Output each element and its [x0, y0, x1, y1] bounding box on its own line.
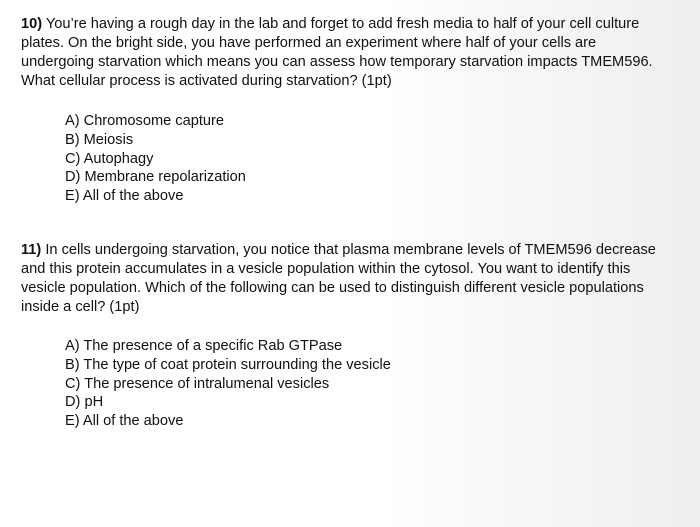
- answer-option: A) Chromosome capture: [65, 113, 224, 129]
- question-11-options: [65, 337, 391, 431]
- answer-option: E) All of the above: [65, 188, 184, 205]
- answer-option: C) Autophagy: [65, 150, 154, 167]
- question-10: [21, 15, 661, 205]
- question-10-options: [65, 112, 246, 206]
- question-11-text: In cells undergoing starvation, you notice that plasma membrane levels of TMEM596 decrease and this protein accumulates in a vesicle population within the cytosol. You want to identify this vesicle population. Which of the following can be used to distinguish different vesicle populations inside a cell? (1pt): [21, 242, 656, 315]
- question-11-stem: [21, 241, 661, 317]
- answer-option: B) The type of coat protein surrounding the vesicle: [65, 356, 391, 373]
- answer-option: D) pH: [65, 394, 104, 411]
- question-10-number: 10): [21, 16, 43, 32]
- answer-option: B) Meiosis: [65, 131, 134, 148]
- question-10-stem: [21, 15, 661, 91]
- answer-option: C) The presence of intralumenal vesicles: [65, 375, 330, 392]
- answer-option: A) The presence of a specific Rab GTPase: [65, 338, 343, 354]
- question-10-text: You’re having a rough day in the lab and forget to add fresh media to half of your cell culture plates. On the bright side, you have performed an experiment where half of your cells are undergoing starvation which means you can assess how temporary starvation impacts TMEM596. What cellular process is activated during starvation? (1pt): [21, 16, 653, 89]
- question-11-number: 11): [21, 242, 42, 258]
- answer-option: D) Membrane repolarization: [65, 169, 246, 186]
- answer-option: E) All of the above: [65, 413, 184, 430]
- question-11: [21, 241, 661, 430]
